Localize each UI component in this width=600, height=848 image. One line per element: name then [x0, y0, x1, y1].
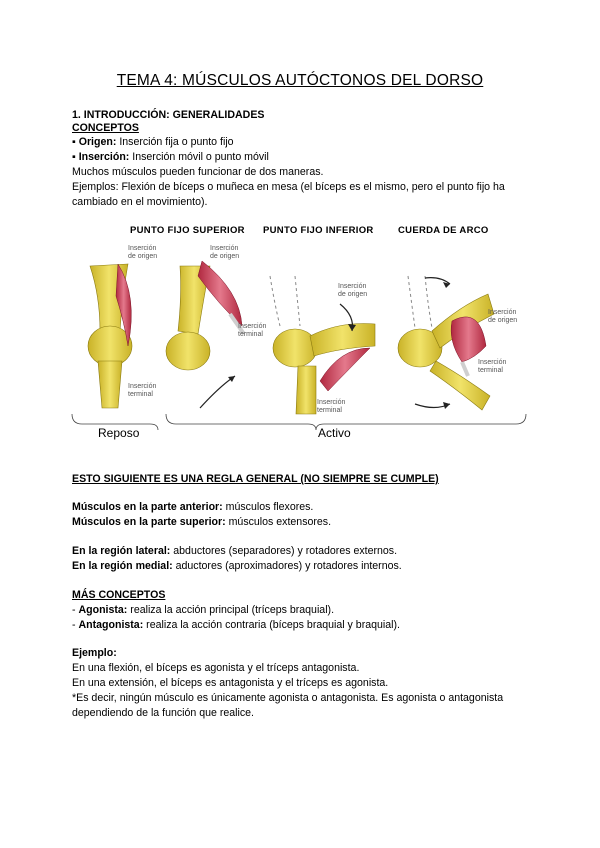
svg-text:terminal: terminal: [317, 407, 342, 414]
rule-lateral: [72, 544, 397, 558]
section-heading-intro: 1. INTRODUCCIÓN: GENERALIDADES: [72, 109, 265, 121]
antagonista-line: [72, 618, 400, 632]
more-heading: MÁS CONCEPTOS: [72, 589, 166, 601]
label-origen-3: Inserción: [338, 283, 367, 290]
antagonista-prefix: -: [72, 619, 79, 631]
label-terminal-3: Inserción: [317, 399, 346, 406]
medial-label: En la región medial:: [72, 560, 173, 572]
caption-activo: Activo: [318, 426, 351, 440]
muscle-illustration: [70, 236, 528, 436]
origen-label: ▪ Origen:: [72, 136, 117, 148]
label-terminal-2: Inserción: [238, 323, 267, 330]
figure-head-cuerda-de-arco: CUERDA DE ARCO: [398, 225, 489, 236]
lateral-text: abductores (separadores) y rotadores externos.: [170, 545, 398, 557]
page-title: TEMA 4: MÚSCULOS AUTÓCTONOS DEL DORSO: [116, 72, 484, 89]
caption-reposo: Reposo: [98, 426, 140, 440]
svg-text:de origen: de origen: [210, 253, 240, 260]
muscle-figure: [70, 222, 528, 444]
antagonista-text: realiza la acción contraria (bíceps braquial y braquial).: [143, 619, 400, 631]
rule-anterior: [72, 500, 313, 514]
svg-text:terminal: terminal: [238, 331, 263, 338]
panel-cuerda-de-arco: [398, 276, 517, 410]
panel-punto-fijo-superior: [166, 245, 267, 408]
rule-superior: [72, 515, 331, 529]
insercion-text: Inserción móvil o punto móvil: [129, 151, 269, 163]
svg-text:de origen: de origen: [338, 291, 368, 298]
example-line-1: En una flexión, el bíceps es agonista y el tríceps antagonista.: [72, 662, 360, 674]
origen-line: [72, 135, 234, 149]
agonista-text: realiza la acción principal (tríceps braquial).: [127, 604, 335, 616]
subheading-conceptos: CONCEPTOS: [72, 122, 139, 134]
panel-punto-fijo-inferior: [270, 276, 375, 414]
anterior-label: Músculos en la parte anterior:: [72, 501, 223, 513]
example-line-4: dependiendo de la función que realice.: [72, 707, 255, 719]
intro-line-1: Muchos músculos pueden funcionar de dos maneras.: [72, 166, 324, 178]
label-terminal-1: Inserción: [128, 383, 157, 390]
label-terminal-4: Inserción: [478, 359, 507, 366]
svg-text:terminal: terminal: [128, 391, 153, 398]
medial-text: aductores (aproximadores) y rotadores internos.: [172, 560, 402, 572]
example-line-2: En una extensión, el bíceps es antagonista y el tríceps es agonista.: [72, 677, 389, 689]
rule-medial: [72, 559, 402, 573]
agonista-label: Agonista:: [78, 604, 128, 616]
agonista-prefix: -: [72, 604, 79, 616]
origen-text: Inserción fija o punto fijo: [116, 136, 234, 148]
panel-reposo: [88, 245, 157, 408]
label-origen-2: Inserción: [210, 245, 239, 252]
example-heading: Ejemplo:: [72, 647, 117, 659]
label-origen-4: Inserción: [488, 309, 517, 316]
agonista-line: [72, 603, 334, 617]
example-line-3: *Es decir, ningún músculo es únicamente agonista o antagonista. Es agonista o antagonista: [72, 692, 504, 704]
label-origen-1: Inserción: [128, 245, 157, 252]
intro-line-2: Ejemplos: Flexión de bíceps o muñeca en mesa (el bíceps es el mismo, pero el punto fijo ha: [72, 181, 505, 193]
svg-text:terminal: terminal: [478, 367, 503, 374]
intro-line-3: cambiado en el movimiento).: [72, 196, 208, 208]
lateral-label: En la región lateral:: [72, 545, 171, 557]
svg-text:de origen: de origen: [128, 253, 158, 260]
antagonista-label: Antagonista:: [78, 619, 144, 631]
superior-text: músculos extensores.: [225, 516, 332, 528]
rule-heading: ESTO SIGUIENTE ES UNA REGLA GENERAL (NO SIEMPRE SE CUMPLE): [72, 473, 439, 485]
superior-label: Músculos en la parte superior:: [72, 516, 226, 528]
figure-head-punto-fijo-inferior: PUNTO FIJO INFERIOR: [263, 225, 374, 236]
insercion-label: ▪ Inserción:: [72, 151, 130, 163]
svg-text:de origen: de origen: [488, 317, 518, 324]
anterior-text: músculos flexores.: [222, 501, 314, 513]
insercion-line: [72, 150, 269, 164]
figure-head-punto-fijo-superior: PUNTO FIJO SUPERIOR: [130, 225, 245, 236]
